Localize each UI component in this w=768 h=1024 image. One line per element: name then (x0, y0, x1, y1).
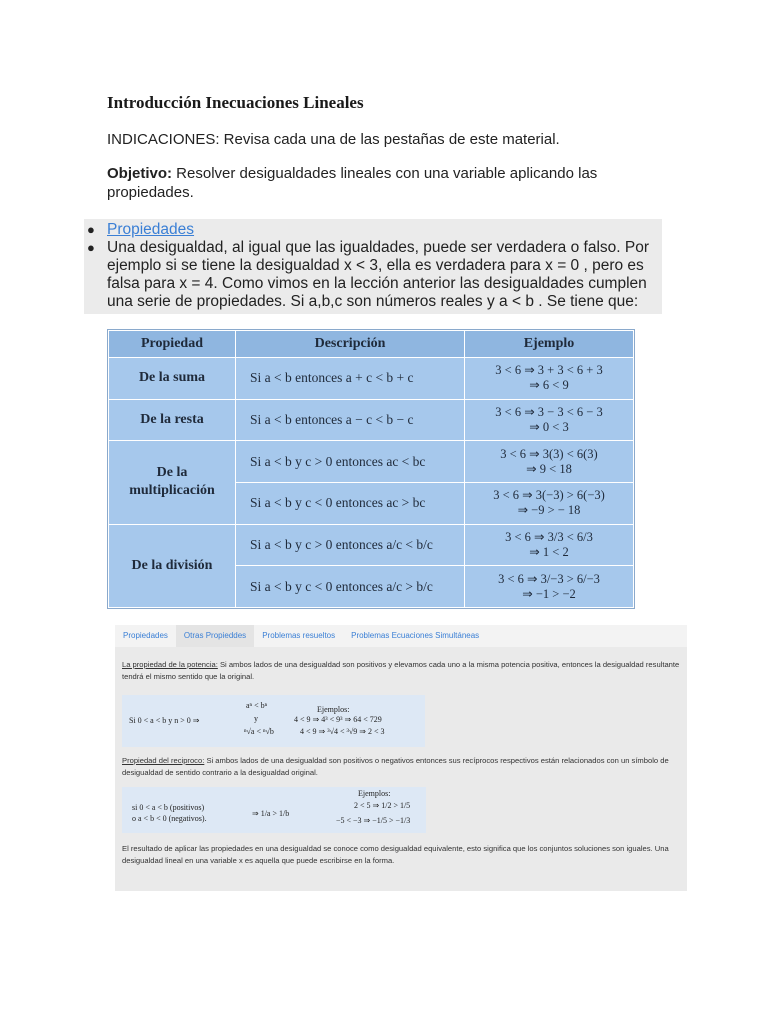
tab-otras-propiedades[interactable]: Otras Propieddes (176, 625, 254, 647)
bullet-icon: ● (87, 222, 95, 237)
formula-line: o a < b < 0 (negativos). (132, 814, 207, 823)
property-example: 3 < 6 ⇒ 3/3 < 6/3 ⇒ 1 < 2 (465, 524, 634, 566)
list-item (84, 239, 662, 311)
property-name: De la resta (109, 399, 236, 441)
property-name: De la división (109, 524, 236, 607)
property-description: Si a < b y c < 0 entonces ac > bc (236, 482, 465, 524)
table-row (109, 524, 634, 566)
tab-panel (115, 647, 687, 891)
instructions-text: INDICACIONES: Revisa cada una de las pestañas de este material. (107, 131, 560, 148)
document-title: Introducción Inecuaciones Lineales (107, 93, 364, 112)
table-row (109, 399, 634, 441)
potencia-formula-box (122, 695, 425, 747)
potencia-paragraph: La propiedad de la potencia: Si ambos lados de una desigualdad son positivos y elevamos cada uno a la misma potencia positiva, entonces la desigualdad resultante tendrá el mismo sentido que la original. (122, 660, 680, 681)
example-line: −5 < −3 ⇒ −1/5 > −1/3 (336, 816, 411, 825)
property-description: Si a < b entonces a + c < b + c (236, 358, 465, 400)
reciproco-label: Propiedad del reciproco: (122, 756, 205, 765)
tab-problemas-ecuaciones[interactable]: Problemas Ecuaciones Simultáneas (351, 631, 480, 640)
formula-condition: Si 0 < a < b y n > 0 ⇒ (129, 716, 200, 725)
propiedades-link[interactable]: Propiedades (107, 221, 195, 238)
formula-line: y (254, 714, 258, 723)
property-description: Si a < b entonces a − c < b − c (236, 399, 465, 441)
examples-title: Ejemplos: (358, 789, 391, 798)
property-description: Si a < b y c > 0 entonces ac < bc (236, 441, 465, 483)
example-line: 4 < 9 ⇒ ³√4 < ³√9 ⇒ 2 < 3 (300, 727, 385, 736)
tab-problemas-resueltos[interactable]: Problemas resueltos (262, 631, 336, 640)
property-example: 3 < 6 ⇒ 3/−3 > 6/−3 ⇒ −1 > −2 (465, 566, 634, 608)
properties-table-image (107, 329, 635, 609)
property-name: De la suma (109, 358, 236, 400)
reciproco-paragraph: Propiedad del reciproco: Si ambos lados de una desigualdad son positivos o negativos entonces sus recíprocos respectivos están relacionados con un símbolo de desigualdad de sentido contrario a la desigualdad original. (122, 756, 669, 777)
list-item (84, 221, 662, 239)
property-description: Si a < b y c < 0 entonces a/c > b/c (236, 566, 465, 608)
example-line: 2 < 5 ⇒ 1/2 > 1/5 (354, 801, 411, 810)
table-row (109, 358, 634, 400)
table-header-descripcion: Descripción (236, 331, 465, 358)
objective-label: Objetivo: (107, 165, 173, 182)
property-example: 3 < 6 ⇒ 3(−3) > 6(−3) ⇒ −9 > − 18 (465, 482, 634, 524)
formula-line: aⁿ < bⁿ (246, 701, 268, 710)
example-line: 4 < 9 ⇒ 4³ < 9³ ⇒ 64 < 729 (294, 715, 382, 724)
equivalente-paragraph: El resultado de aplicar las propiedades en una desigualdad se conoce como desigualdad equivalente, esto significa que los conjuntos soluciones son iguales. Una desigualdad lineal en una variable x es aquella que puede escribirse en la forma. (122, 844, 669, 865)
formula-line: ⁿ√a < ⁿ√b (244, 727, 274, 736)
property-name: De la multiplicación (109, 441, 236, 524)
formula-line: si 0 < a < b (positivos) (132, 803, 205, 812)
property-description: Si a < b y c > 0 entonces a/c < b/c (236, 524, 465, 566)
tab-propiedades[interactable]: Propiedades (123, 631, 168, 640)
bullet-list-box (84, 219, 662, 314)
table-header-ejemplo: Ejemplo (465, 331, 634, 358)
reciproco-formula-box (122, 787, 426, 833)
table-row (109, 441, 634, 483)
property-example: 3 < 6 ⇒ 3(3) < 6(3) ⇒ 9 < 18 (465, 441, 634, 483)
bullet-icon: ● (87, 240, 95, 255)
property-example: 3 < 6 ⇒ 3 − 3 < 6 − 3 ⇒ 0 < 3 (465, 399, 634, 441)
intro-text: Una desigualdad, al igual que las igualdades, puede ser verdadera o falso. Por ejemplo si se tiene la desigualdad x < 3, ella es verdadera para x = 0 , pero es falsa para x = 4. Como vimos en la lección anterior las desigualdades cumplen una serie de propiedades. Si a,b,c son números reales y a < b . Se tiene que: (107, 239, 650, 310)
tab-bar (115, 625, 687, 647)
objective-paragraph (107, 164, 647, 202)
examples-title: Ejemplos: (317, 705, 350, 714)
objective-text: Resolver desigualdades lineales con una variable aplicando las propiedades. (107, 165, 598, 201)
property-example: 3 < 6 ⇒ 3 + 3 < 6 + 3 ⇒ 6 < 9 (465, 358, 634, 400)
table-header-propiedad: Propiedad (109, 331, 236, 358)
formula-result: ⇒ 1/a > 1/b (252, 809, 290, 818)
potencia-label: La propiedad de la potencia: (122, 660, 218, 669)
